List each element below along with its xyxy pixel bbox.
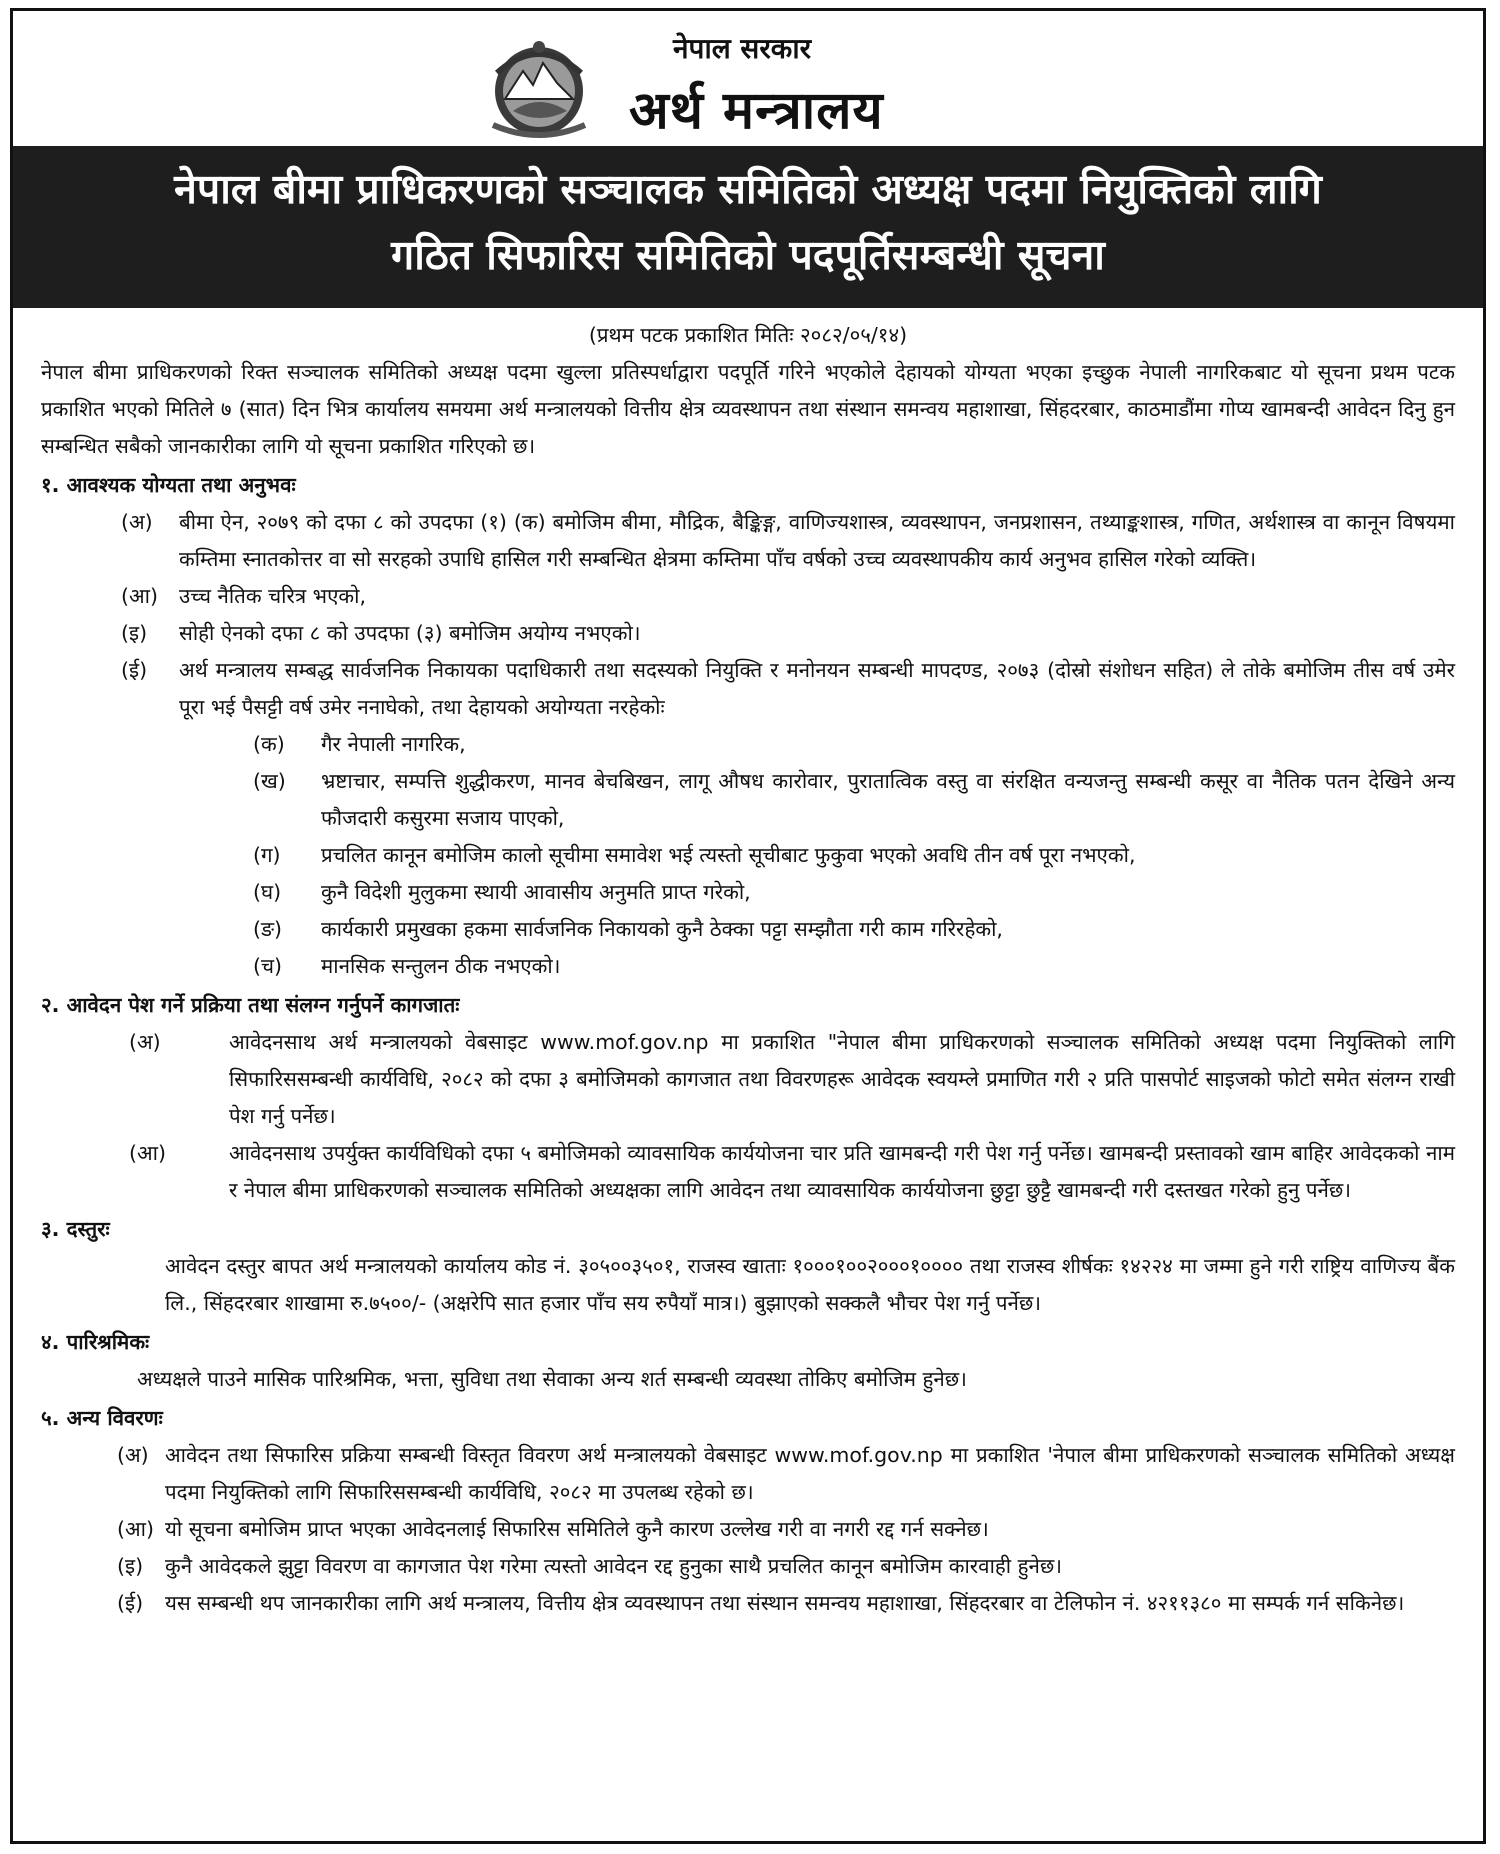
sub-list-item — [41, 911, 1455, 948]
item-label: (ई) — [117, 1591, 144, 1615]
item-text: आवेदनसाथ उपर्युक्त कार्यविधिको दफा ५ बमोजिमको व्यावसायिक कार्ययोजना चार प्रति खामबन्दी गरी पेश गर्नु पर्नेछ। खामबन्दी प्रस्तावको खाम बाहिर आवेदकको नाम र नेपाल बीमा प्राधिकरणको सञ्चालक समितिको अध्यक्षका लागि आवेदन तथा व्यावसायिक कार्ययोजना छुट्टा छुट्टै खामबन्दी गरी दस्तखत गरेको हुनु पर्नेछ। — [229, 1141, 1455, 1202]
list-item — [41, 1548, 1455, 1585]
intro-paragraph: नेपाल बीमा प्राधिकरणको रिक्त सञ्चालक समितिको अध्यक्ष पदमा खुल्ला प्रतिस्पर्धाद्वारा पदपूर्ति गरिने भएकोले देहायको योग्यता भएका इच्छुक नेपाली नागरिकबाट यो सूचना प्रथम पटक प्रकाशित भएको मितिले ७ (सात) दिन भित्र कार्यालय समयमा अर्थ मन्त्रालयको वित्तीय क्षेत्र व्यवस्थापन तथा संस्थान समन्वय महाशाखा, सिंहदरबार, काठमाडौंमा गोप्य खामबन्दी आवेदन दिनु हुन सम्बन्धित सबैको जानकारीका लागि यो सूचना प्रकाशित गरिएको छ। — [41, 360, 1455, 458]
section-2-heading: २. आवेदन पेश गर्ने प्रक्रिया तथा संलग्न गर्नुपर्ने कागजातः — [41, 993, 460, 1017]
title-line-1: नेपाल बीमा प्राधिकरणको सञ्चालक समितिको अध्यक्ष पदमा नियुक्तिको लागि — [174, 165, 1322, 213]
item-text: आवेदनसाथ अर्थ मन्त्रालयको वेबसाइट www.mof.gov.np मा प्रकाशित "नेपाल बीमा प्राधिकरणको सञ्चालक समितिको अध्यक्ष पदमा नियुक्तिको लागि सिफारिससम्बन्धी कार्यविधि, २०८२ को दफा ३ बमोजिमको कागजात तथा विवरणहरू आवेदक स्वयम्ले प्रमाणित गरी २ प्रति पासपोर्ट साइजको फोटो समेत संलग्न राखी पेश गर्नु पर्नेछ। — [229, 1030, 1456, 1128]
notice-frame — [10, 8, 1486, 1844]
item-text: बीमा ऐन, २०७९ को दफा ८ को उपदफा (१) (क) बमोजिम बीमा, मौद्रिक, बैङ्किङ्ग, वाणिज्यशास्त्र, व्यवस्थापन, जनप्रशासन, तथ्याङ्कशास्त्र, गणित, अर्थशास्त्र वा कानून विषयमा कम्तिमा स्नातकोत्तर वा सो सरहको उपाधि हासिल गरी सम्बन्धित क्षेत्रमा कम्तिमा पाँच वर्षको उच्च व्यवस्थापकीय कार्य अनुभव हासिल गरेको व्यक्ति। — [179, 510, 1455, 571]
ministry-title: अर्थ मन्त्रालय — [629, 81, 884, 141]
item-text: सोही ऐनको दफा ८ को उपदफा (३) बमोजिम अयोग्य नभएको। — [179, 621, 641, 645]
item-label: (घ) — [253, 880, 282, 904]
sub-list-item — [41, 726, 1455, 763]
item-label: (अ) — [121, 510, 153, 534]
list-item — [41, 1024, 1455, 1135]
item-label: (आ) — [129, 1141, 166, 1165]
list-item — [41, 615, 1455, 652]
sub-list-item — [41, 837, 1455, 874]
item-text: भ्रष्टाचार, सम्पत्ति शुद्धीकरण, मानव बेचबिखन, लागू औषध कारोवार, पुरातात्विक वस्तु वा संरक्षित वन्यजन्तु सम्बन्धी कसूर वा नैतिक पतन देखिने अन्य फौजदारी कसुरमा सजाय पाएको, — [321, 769, 1455, 830]
item-text: यो सूचना बमोजिम प्राप्त भएका आवेदनलाई सिफारिस समितिले कुनै कारण उल्लेख गरी वा नगरी रद्द गर्न सक्नेछ। — [165, 1517, 989, 1541]
list-item — [41, 504, 1455, 578]
sub-list-item — [41, 874, 1455, 911]
section-4-heading: ४. पारिश्रमिकः — [41, 1330, 150, 1354]
notice-title-banner — [13, 146, 1483, 308]
list-item — [41, 652, 1455, 726]
item-label: (ङ) — [253, 917, 283, 941]
item-text: उच्च नैतिक चरित्र भएको, — [179, 584, 366, 608]
list-item — [41, 1135, 1455, 1209]
publish-date: (प्रथम पटक प्रकाशित मितिः २०८२/०५/१४) — [588, 323, 908, 347]
notice-header — [13, 11, 1483, 149]
item-text: मानसिक सन्तुलन ठीक नभएको। — [321, 954, 561, 978]
item-text: आवेदन तथा सिफारिस प्रक्रिया सम्बन्धी विस्तृत विवरण अर्थ मन्त्रालयको वेबसाइट www.mof.gov.np मा प्रकाशित 'नेपाल बीमा प्राधिकरणको सञ्चालक समितिको अध्यक्ष पदमा नियुक्तिको लागि सिफारिससम्बन्धी कार्यविधि, २०८२ मा उपलब्ध रहेको छ। — [165, 1443, 1455, 1504]
section-5-heading: ५. अन्य विवरणः — [41, 1406, 163, 1430]
item-label: (ई) — [121, 658, 148, 682]
list-item — [41, 1585, 1455, 1622]
item-label: (च) — [253, 954, 283, 978]
item-text: कुनै आवेदकले झुट्टा विवरण वा कागजात पेश गरेमा त्यस्तो आवेदन रद्द हुनुका साथै प्रचलित कानून बमोजिम कारवाही हुनेछ। — [165, 1554, 1062, 1578]
item-text: गैर नेपाली नागरिक, — [321, 732, 466, 756]
sub-list-item — [41, 948, 1455, 985]
list-item — [41, 1437, 1455, 1511]
item-text: अर्थ मन्त्रालय सम्बद्ध सार्वजनिक निकायका पदाधिकारी तथा सदस्यको नियुक्ति र मनोनयन सम्बन्धी मापदण्ड, २०७३ (दोस्रो संशोधन सहित) ले तोके बमोजिम तीस वर्ष उमेर पूरा भई पैसट्टी वर्ष उमेर ननाघेको, तथा देहायको अयोग्यता नरहेकोः — [179, 658, 1455, 719]
item-label: (इ) — [121, 621, 148, 645]
government-label: नेपाल सरकार — [673, 32, 812, 65]
item-text: कुनै विदेशी मुलुकमा स्थायी आवासीय अनुमति प्राप्त गरेको, — [321, 880, 751, 904]
item-label: (क) — [253, 732, 285, 756]
section-3-heading: ३. दस्तुरः — [41, 1217, 110, 1241]
item-label: (अ) — [129, 1030, 161, 1054]
item-label: (इ) — [117, 1554, 144, 1578]
item-text: यस सम्बन्धी थप जानकारीका लागि अर्थ मन्त्रालय, वित्तीय क्षेत्र व्यवस्थापन तथा संस्थान समन्वय महाशाखा, सिंहदरबार वा टेलिफोन नं. ४२११३८० मा सम्पर्क गर्न सकिनेछ। — [165, 1591, 1405, 1615]
list-item — [41, 578, 1455, 615]
remuneration-paragraph: अध्यक्षले पाउने मासिक पारिश्रमिक, भत्ता, सुविधा तथा सेवाका अन्य शर्त सम्बन्धी व्यवस्था तोकिए बमोजिम हुनेछ। — [137, 1367, 967, 1391]
title-line-2: गठित सिफारिस समितिको पदपूर्तिसम्बन्धी सूचना — [391, 231, 1105, 279]
item-label: (आ) — [117, 1517, 154, 1541]
item-label: (अ) — [117, 1443, 149, 1467]
notice-body — [41, 317, 1455, 1622]
section-1-heading: १. आवश्यक योग्यता तथा अनुभवः — [41, 473, 296, 497]
fee-paragraph: आवेदन दस्तुर बापत अर्थ मन्त्रालयको कार्यालय कोड नं. ३०५००३५०१, राजस्व खाताः १०००१००२०००१०००० तथा राजस्व शीर्षकः १४२२४ मा जम्मा हुने गरी राष्ट्रिय वाणिज्य बैंक लि., सिंहदरबार शाखामा रु.७५००/- (अक्षरेपि सात हजार पाँच सय रुपैयाँ मात्र।) बुझाएको सक्कलै भौचर पेश गर्नु पर्नेछ। — [165, 1254, 1455, 1315]
item-label: (आ) — [121, 584, 158, 608]
item-label: (ख) — [253, 769, 286, 793]
item-text: कार्यकारी प्रमुखका हकमा सार्वजनिक निकायको कुनै ठेक्का पट्टा सम्झौता गरी काम गरिरहेको, — [321, 917, 1003, 941]
item-text: प्रचलित कानून बमोजिम कालो सूचीमा समावेश भई त्यस्तो सूचीबाट फुकुवा भएको अवधि तीन वर्ष पूरा नभएको, — [321, 843, 1136, 867]
item-label: (ग) — [253, 843, 281, 867]
sub-list-item — [41, 763, 1455, 837]
list-item — [41, 1511, 1455, 1548]
nepal-emblem-icon — [483, 33, 595, 141]
